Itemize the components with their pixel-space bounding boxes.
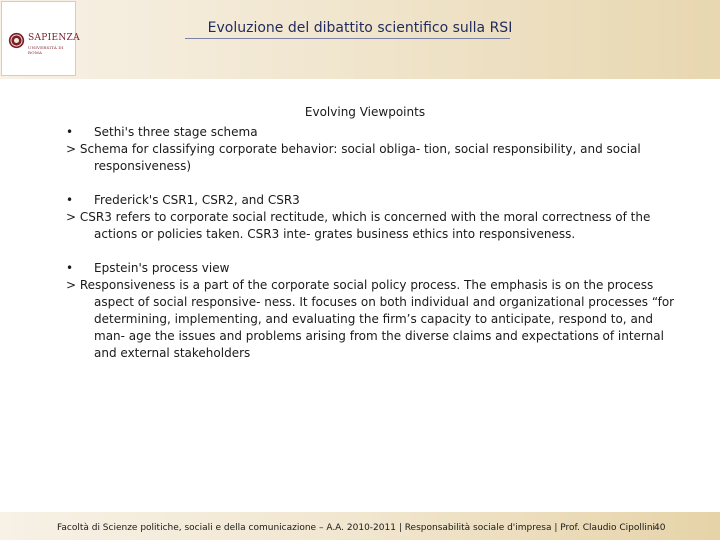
page-number: 40 bbox=[654, 523, 666, 533]
slide-heading: Evolving Viewpoints bbox=[304, 105, 426, 119]
bullet-text: Sethi's three stage schema bbox=[94, 125, 258, 139]
bullet-body: > CSR3 refers to corporate social rectitude, which is concerned with the moral correctness of the actions or policies taken. CSR3 inte- grates business ethics into responsiveness. bbox=[66, 210, 651, 241]
slide-content bbox=[66, 124, 676, 362]
header-band bbox=[0, 0, 720, 79]
slide-title: Evoluzione del dibattito scientifico sulla RSI bbox=[207, 20, 513, 36]
bullet-text: Epstein's process view bbox=[94, 261, 230, 275]
bullet-dot: • bbox=[66, 125, 74, 139]
footer-text: Facoltà di Scienze politiche, sociali e della comunicazione – A.A. 2010-2011 | Responsabilità sociale d'impresa | Prof. Claudio Cipollini bbox=[57, 523, 656, 533]
bullet-body: > Schema for classifying corporate behavior: social obliga- tion, social responsibility, and social responsiveness) bbox=[66, 142, 641, 173]
bullet-text: Frederick's CSR1, CSR2, and CSR3 bbox=[94, 193, 300, 207]
bullet-dot: • bbox=[66, 261, 74, 275]
bullet-item bbox=[66, 260, 676, 277]
bullet-dot: • bbox=[66, 193, 74, 207]
logo-wordmark: SAPIENZA bbox=[28, 33, 80, 43]
logo-subtitle: UNIVERSITÀ DI ROMA bbox=[28, 45, 64, 55]
title-underline bbox=[185, 38, 510, 39]
bullet-body: > Responsiveness is a part of the corporate social policy process. The emphasis is on the process aspect of social responsive- ness. It focuses on both individual and organizational processes “for determining, implementing, and evaluating the firm’s capacity to anticipate, respond to, and man- age the issues and problems arising from the diverse claims and expectations of internal and external stakeholders bbox=[66, 278, 675, 360]
bullet-item bbox=[66, 192, 676, 209]
university-logo bbox=[1, 1, 80, 76]
bullet-item bbox=[66, 124, 676, 141]
